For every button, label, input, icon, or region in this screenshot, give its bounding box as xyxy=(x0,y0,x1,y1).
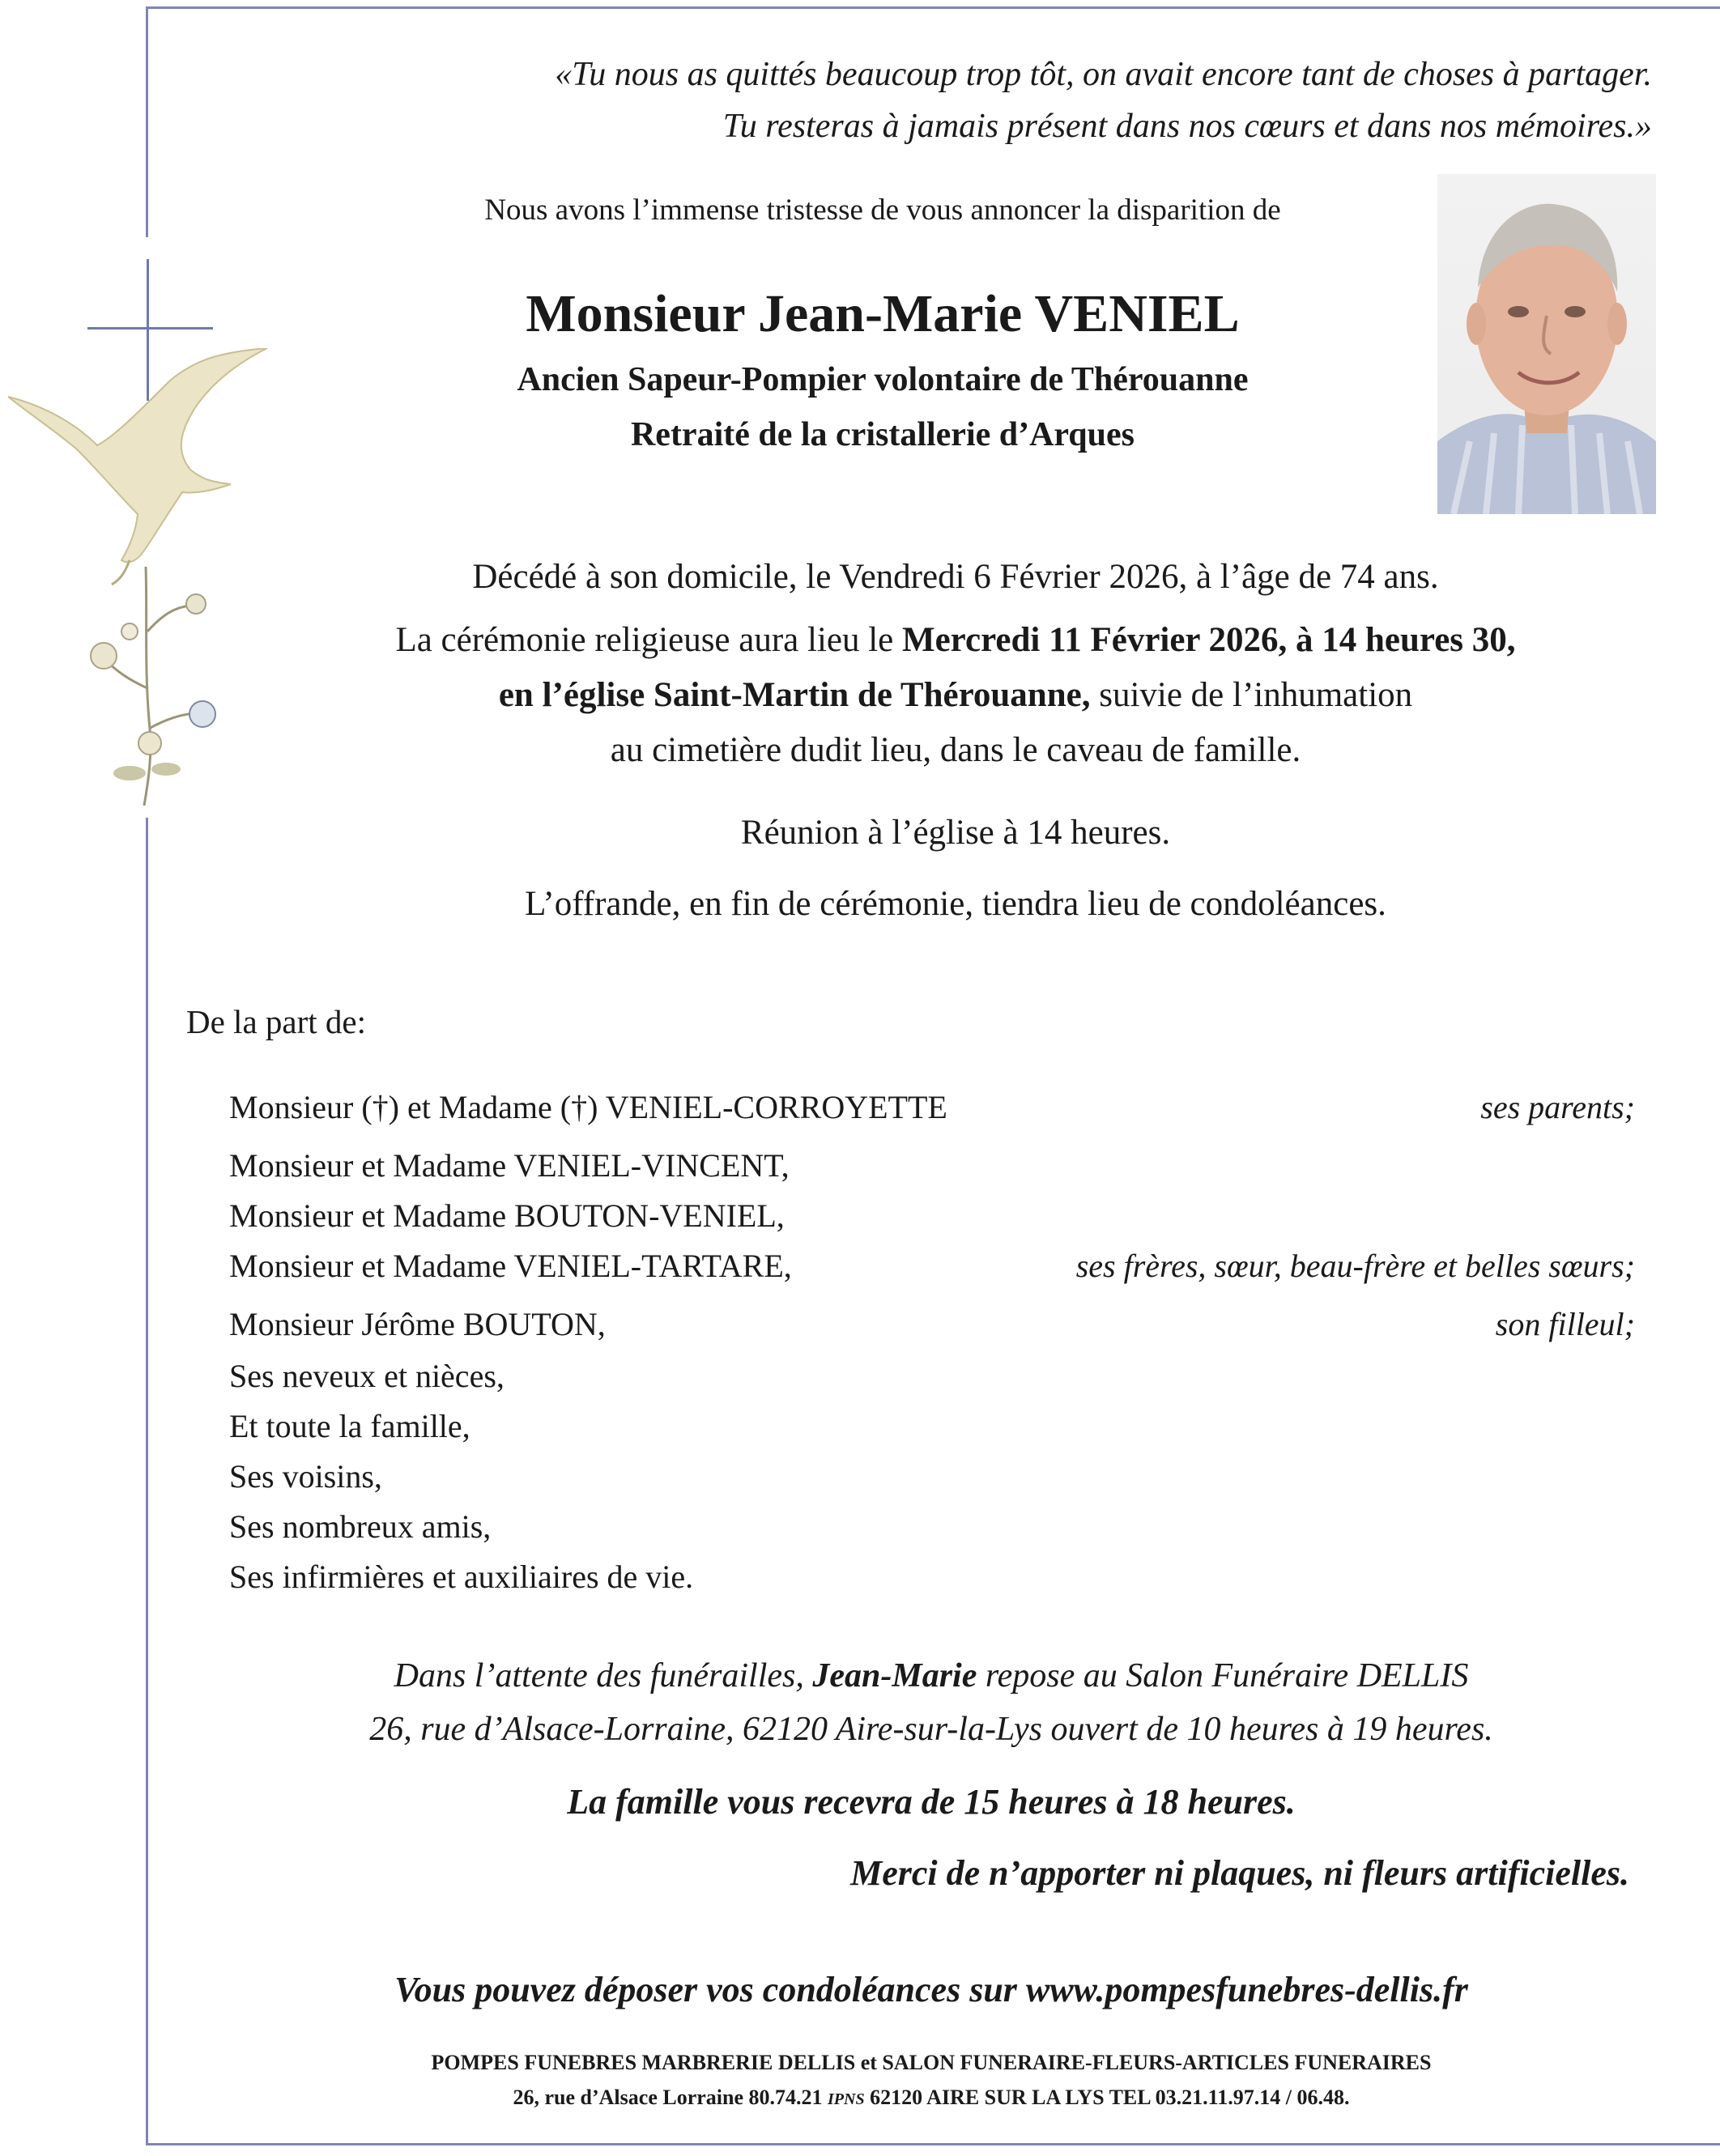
dove-flower-ornament xyxy=(8,348,275,810)
frame-bottom-line xyxy=(146,2143,1720,2145)
quote-line-1: «Tu nous as quittés beaucoup trop tôt, on avait encore tant de choses à partager. xyxy=(555,56,1652,93)
reception-hours: La famille vous recevra de 15 heures à 18 heures. xyxy=(567,1782,1296,1822)
family-member: Ses neveux et nièces, xyxy=(229,1358,505,1394)
family-member: Monsieur (†) et Madame (†) VENIEL-CORROYETTE xyxy=(229,1089,947,1125)
footer-text: 62120 AIRE SUR LA LYS TEL 03.21.11.97.14 / 06.48. xyxy=(864,2086,1350,2109)
cross-icon xyxy=(87,327,213,330)
ceremony-place: en l’église Saint-Martin de Thérouanne, xyxy=(498,676,1091,714)
relation-godson: son filleul; xyxy=(1495,1306,1635,1342)
rest-info-line-1 xyxy=(202,1656,1660,1695)
rest-text: Dans l’attente des funérailles, xyxy=(394,1657,813,1695)
rest-info-line-2: 26, rue d’Alsace-Lorraine, 62120 Aire-sur-la-Lys ouvert de 10 heures à 19 heures. xyxy=(369,1711,1493,1748)
frame-left-line xyxy=(146,6,148,237)
ceremony-line-3: au cimetière dudit lieu, dans le caveau de famille. xyxy=(610,731,1301,769)
frame-top-line xyxy=(146,6,1720,9)
memorial-quote xyxy=(243,49,1652,152)
ceremony-line-2 xyxy=(267,675,1644,715)
ceremony-line-1 xyxy=(267,620,1644,660)
frame-left-line xyxy=(146,818,148,2145)
condolences-notice: Vous pouvez déposer vos condoléances sur www.pompesfunebres-dellis.fr xyxy=(394,1970,1468,2009)
meeting-info: Réunion à l’église à 14 heures. xyxy=(740,814,1171,852)
footer-ipns: IPNS xyxy=(828,2090,865,2108)
family-member: Monsieur et Madame VENIEL-TARTARE, xyxy=(229,1248,792,1284)
ceremony-text: suivie de l’inhumation xyxy=(1090,676,1413,714)
relation-siblings: ses frères, sœur, beau-frère et belles sœurs; xyxy=(1075,1248,1635,1284)
death-statement: Décédé à son domicile, le Vendredi 6 Février 2026, à l’âge de 74 ans. xyxy=(472,558,1439,596)
deceased-photo xyxy=(1437,174,1656,514)
family-member: Monsieur Jérôme BOUTON, xyxy=(229,1306,606,1342)
footer-company: POMPES FUNEBRES MARBRERIE DELLIS et SALON FUNERAIRE-FLEURS-ARTICLES FUNERAIRES xyxy=(431,2051,1432,2074)
deceased-name: Monsieur Jean-Marie VENIEL xyxy=(526,284,1240,343)
family-member: Monsieur et Madame BOUTON-VENIEL, xyxy=(229,1197,785,1234)
family-member: Ses infirmières et auxiliaires de vie. xyxy=(229,1559,694,1595)
deceased-title-1: Ancien Sapeur-Pompier volontaire de Thérouanne xyxy=(517,361,1249,398)
no-plaques-notice: Merci de n’apporter ni plaques, ni fleurs artificielles. xyxy=(850,1853,1629,1893)
rest-first-name: Jean-Marie xyxy=(812,1657,977,1695)
family-member: Ses nombreux amis, xyxy=(229,1508,492,1545)
relation-parents: ses parents; xyxy=(1480,1089,1635,1125)
ceremony-date: Mercredi 11 Février 2026, à 14 heures 30, xyxy=(902,621,1516,659)
intro-text: Nous avons l’immense tristesse de vous annoncer la disparition de xyxy=(484,193,1281,227)
offering-info: L’offrande, en fin de cérémonie, tiendra lieu de condoléances. xyxy=(525,885,1386,923)
family-member: Monsieur et Madame VENIEL-VINCENT, xyxy=(229,1147,790,1184)
deceased-title-2: Retraité de la cristallerie d’Arques xyxy=(630,416,1135,453)
family-member: Ses voisins, xyxy=(229,1458,382,1495)
footer-text: 26, rue d’Alsace Lorraine 80.74.21 xyxy=(513,2086,828,2109)
dove-icon xyxy=(8,348,267,585)
rest-text: repose au Salon Funéraire DELLIS xyxy=(977,1657,1469,1695)
family-member: Et toute la famille, xyxy=(229,1408,470,1444)
quote-line-2: Tu resteras à jamais présent dans nos cœurs et dans nos mémoires.» xyxy=(722,108,1652,145)
from-label: De la part de: xyxy=(186,1003,366,1040)
footer-address xyxy=(146,2086,1717,2110)
ceremony-text: La cérémonie religieuse aura lieu le xyxy=(395,621,903,659)
